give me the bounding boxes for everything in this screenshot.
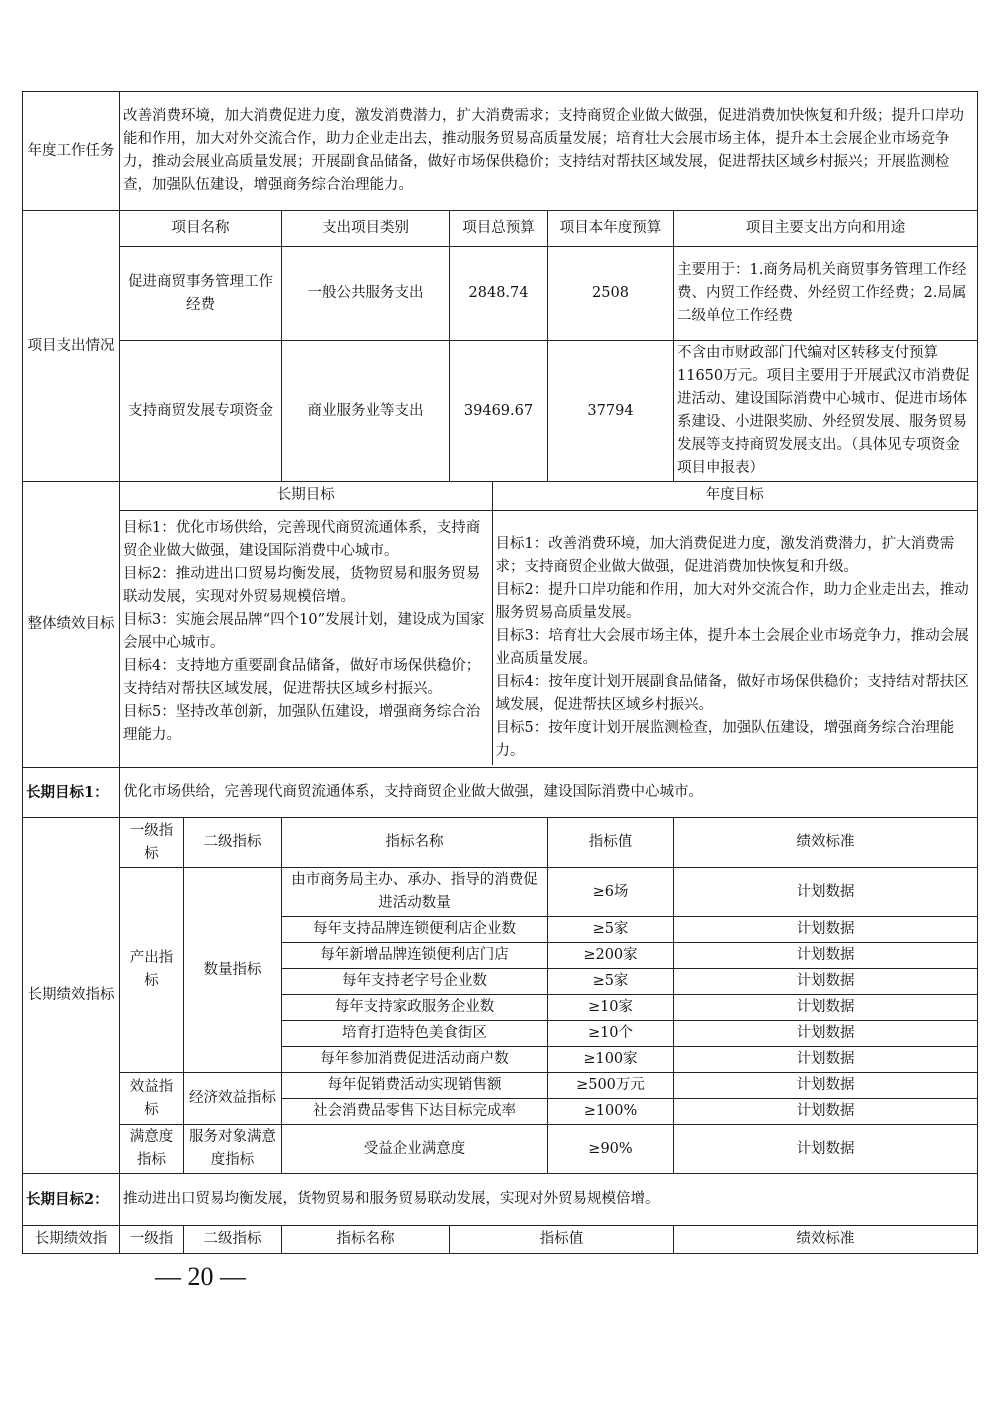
- indicator-value: ≥90%: [548, 1125, 674, 1174]
- col-header-indicator-name: 指标名称: [282, 1226, 450, 1254]
- long-goal-2-row: [23, 1174, 978, 1226]
- overall-goals-label: 整体绩效目标: [23, 482, 120, 768]
- project-category: 商业服务业等支出: [282, 341, 450, 482]
- long-goal-1-text: 优化市场供给，完善现代商贸流通体系，支持商贸企业做大做强，建设国际消费中心城市。: [120, 768, 978, 818]
- indicator-standard: 计划数据: [674, 1125, 978, 1174]
- project-total-budget: 2848.74: [450, 247, 548, 341]
- goals-subtable: [120, 482, 977, 765]
- col-header-level1: 一级指: [120, 1226, 184, 1254]
- long-term-goal-item: 目标4：支持地方重要副食品储备，做好市场保供稳价；支持结对帮扶区域发展，促进帮扶区域乡村振兴。: [123, 657, 481, 697]
- table-row: [23, 1073, 978, 1099]
- service-satisfaction-group: 服务对象满意度指标: [184, 1125, 282, 1174]
- indicators-2-label: 长期绩效指: [23, 1226, 120, 1254]
- indicator-header-row: [23, 818, 978, 868]
- col-header-level2: 二级指标: [184, 1226, 282, 1254]
- benefit-indicator-group: 效益指标: [120, 1073, 184, 1125]
- indicator-standard: 计划数据: [674, 1047, 978, 1073]
- col-header-level2: 二级指标: [184, 818, 282, 868]
- indicator-value: ≥5家: [548, 969, 674, 995]
- annual-goal-item: 目标4：按年度计划开展副食品储备，做好市场保供稳价；支持结对帮扶区域发展，促进帮扶区域乡村振兴。: [495, 673, 969, 713]
- indicator-standard: 计划数据: [674, 969, 978, 995]
- project-purpose: 不含由市财政部门代编对区转移支付预算11650万元。项目主要用于开展武汉市消费促进活动、建设国际消费中心城市、促进市场体系建设、小进限奖励、外经贸发展、服务贸易发展等支持商贸发展支出。（具体见专项资金项目申报表）: [674, 341, 978, 482]
- indicator-value: ≥100%: [548, 1099, 674, 1125]
- indicators-label: 长期绩效指标: [23, 818, 120, 1174]
- indicator-value: ≥10家: [548, 995, 674, 1021]
- project-annual-budget: 2508: [548, 247, 674, 341]
- annual-task-row: [23, 92, 978, 211]
- project-category: 一般公共服务支出: [282, 247, 450, 341]
- long-goal-2-text: 推动进出口贸易均衡发展，货物贸易和服务贸易联动发展，实现对外贸易规模倍增。: [120, 1174, 978, 1226]
- overall-goals-row: [23, 482, 978, 768]
- indicator-standard: 计划数据: [674, 1073, 978, 1099]
- col-header-indicator-name: 指标名称: [282, 818, 548, 868]
- long-goal-1-label: 长期目标1：: [23, 768, 120, 818]
- indicator-standard: 计划数据: [674, 995, 978, 1021]
- budget-document: [22, 91, 977, 1254]
- indicator-name: 由市商务局主办、承办、指导的消费促进活动数量: [282, 868, 548, 917]
- col-header-total-budget: 项目总预算: [450, 211, 548, 247]
- project-annual-budget: 37794: [548, 341, 674, 482]
- economic-indicator-group: 经济效益指标: [184, 1073, 282, 1125]
- col-header-annual-budget: 项目本年度预算: [548, 211, 674, 247]
- indicator-2-header-row: [23, 1226, 978, 1254]
- indicator-value: ≥5家: [548, 917, 674, 943]
- indicator-name: 培育打造特色美食街区: [282, 1021, 548, 1047]
- indicator-name: 每年参加消费促进活动商户数: [282, 1047, 548, 1073]
- long-term-goal-item: 目标3：实施会展品牌“四个10”发展计划，建设成为国家会展中心城市。: [123, 611, 485, 651]
- indicator-standard: 计划数据: [674, 868, 978, 917]
- output-indicator-group: 产出指标: [120, 868, 184, 1073]
- project-purpose: 主要用于：1.商务局机关商贸事务管理工作经费、内贸工作经费、外经贸工作经费；2.局属二级单位工作经费: [674, 247, 978, 341]
- satisfaction-indicator-group: 满意度指标: [120, 1125, 184, 1174]
- col-header-standard: 绩效标准: [674, 818, 978, 868]
- project-header-row: [23, 211, 978, 247]
- indicator-value: ≥100家: [548, 1047, 674, 1073]
- project-total-budget: 39469.67: [450, 341, 548, 482]
- annual-task-label: 年度工作任务: [23, 92, 120, 211]
- col-header-indicator-value: 指标值: [548, 818, 674, 868]
- long-term-goal-item: 目标1：优化市场供给，完善现代商贸流通体系，支持商贸企业做大做强，建设国际消费中心城市。: [123, 519, 481, 559]
- long-term-goal-item: 目标2：推动进出口贸易均衡发展，货物贸易和服务贸易联动发展，实现对外贸易规模倍增。: [123, 565, 481, 605]
- annual-goal-item: 目标2：提升口岸功能和作用，加大对外交流合作，助力企业走出去，推动服务贸易高质量发展。: [495, 581, 969, 621]
- project-name: 促进商贸事务管理工作经费: [120, 247, 282, 341]
- quantity-indicator-group: 数量指标: [184, 868, 282, 1073]
- indicator-standard: 计划数据: [674, 943, 978, 969]
- project-expenditure-label: 项目支出情况: [23, 211, 120, 482]
- page-number: — 20 —: [155, 1262, 246, 1291]
- table-row: [23, 1125, 978, 1174]
- indicator-value: ≥500万元: [548, 1073, 674, 1099]
- col-header-category: 支出项目类别: [282, 211, 450, 247]
- indicator-name: 每年支持家政服务企业数: [282, 995, 548, 1021]
- performance-table: [22, 91, 978, 1254]
- col-header-level1: 一级指标: [120, 818, 184, 868]
- indicator-name: 每年新增品牌连锁便利店门店: [282, 943, 548, 969]
- long-goal-2-label: 长期目标2：: [23, 1174, 120, 1226]
- overall-goals-grid: [120, 482, 978, 768]
- annual-task-text: 改善消费环境，加大消费促进力度，激发消费潜力，扩大消费需求；支持商贸企业做大做强，促进消费加快恢复和升级；提升口岸功能和作用，加大对外交流合作，助力企业走出去，推动服务贸易高质量发展；培育壮大会展市场主体，提升本土会展企业市场竞争力，推动会展业高质量发展；开展副食品储备，做好市场保供稳价；支持结对帮扶区域发展，促进帮扶区域乡村振兴；开展监测检查，加强队伍建设，增强商务综合治理能力。: [120, 92, 978, 211]
- table-row: [23, 247, 978, 341]
- indicator-value: ≥200家: [548, 943, 674, 969]
- indicator-value: ≥10个: [548, 1021, 674, 1047]
- long-goal-1-row: [23, 768, 978, 818]
- table-row: [23, 868, 978, 917]
- project-name: 支持商贸发展专项资金: [120, 341, 282, 482]
- col-header-standard: 绩效标准: [674, 1226, 978, 1254]
- table-row: [23, 341, 978, 482]
- indicator-name: 每年促销费活动实现销售额: [282, 1073, 548, 1099]
- col-header-project-name: 项目名称: [120, 211, 282, 247]
- indicator-value: ≥6场: [548, 868, 674, 917]
- indicator-name: 社会消费品零售下达目标完成率: [282, 1099, 548, 1125]
- indicator-standard: 计划数据: [674, 1099, 978, 1125]
- long-term-goals: [120, 510, 492, 765]
- indicator-name: 每年支持品牌连锁便利店企业数: [282, 917, 548, 943]
- annual-goals: [492, 510, 977, 765]
- col-header-purpose: 项目主要支出方向和用途: [674, 211, 978, 247]
- annual-goal-item: 目标5：按年度计划开展监测检查，加强队伍建设，增强商务综合治理能力。: [495, 719, 955, 759]
- annual-goal-item: 目标1：改善消费环境，加大消费促进力度，激发消费潜力，扩大消费需求；支持商贸企业做大做强，促进消费加快恢复和升级。: [495, 535, 955, 575]
- col-header-indicator-value: 指标值: [450, 1226, 674, 1254]
- indicator-name: 受益企业满意度: [282, 1125, 548, 1174]
- annual-goal-item: 目标3：培育壮大会展市场主体，提升本土会展企业市场竞争力，推动会展业高质量发展。: [495, 627, 969, 667]
- indicator-standard: 计划数据: [674, 917, 978, 943]
- annual-header: 年度目标: [492, 482, 977, 510]
- indicator-name: 每年支持老字号企业数: [282, 969, 548, 995]
- indicator-standard: 计划数据: [674, 1021, 978, 1047]
- long-term-header: 长期目标: [120, 482, 492, 510]
- long-term-goal-item: 目标5：坚持改革创新，加强队伍建设，增强商务综合治理能力。: [123, 703, 481, 743]
